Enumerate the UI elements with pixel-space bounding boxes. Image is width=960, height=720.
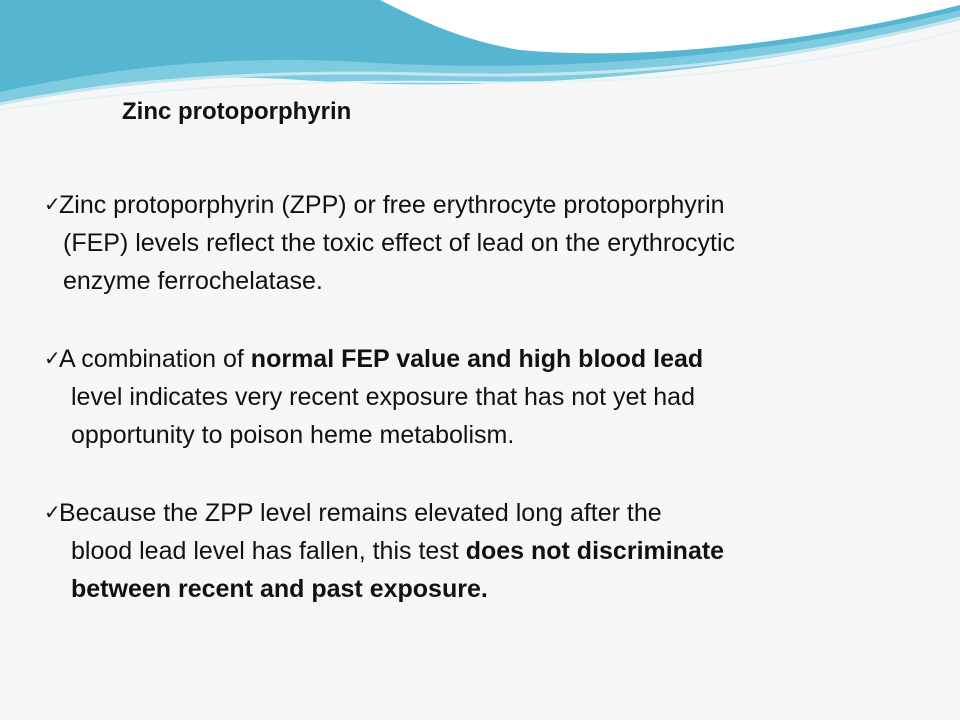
- bullet-line: blood lead level has fallen, this test does not discriminate: [71, 537, 725, 565]
- bullet-line: between recent and past exposure.: [71, 575, 488, 603]
- bullet-item: [44, 340, 904, 454]
- bullet-line: opportunity to poison heme metabolism.: [71, 421, 515, 449]
- bullet-line: level indicates very recent exposure that has not yet had: [71, 383, 695, 411]
- bullet-list: [44, 186, 904, 648]
- bullet-line: Because the ZPP level remains elevated long after the: [59, 499, 662, 527]
- bullet-line: Zinc protoporphyrin (ZPP) or free erythrocyte protoporphyrin: [59, 191, 725, 219]
- checkmark-icon: ✓: [44, 348, 61, 370]
- checkmark-icon: ✓: [44, 194, 61, 216]
- bullet-item: [44, 494, 904, 608]
- bullet-line: enzyme ferrochelatase.: [63, 267, 323, 295]
- bullet-item: [44, 186, 904, 300]
- bullet-line: A combination of normal FEP value and high blood lead: [59, 345, 704, 373]
- bullet-line: (FEP) levels reflect the toxic effect of lead on the erythrocytic: [63, 229, 736, 257]
- checkmark-icon: ✓: [44, 502, 61, 524]
- slide-title: Zinc protoporphyrin: [122, 98, 352, 125]
